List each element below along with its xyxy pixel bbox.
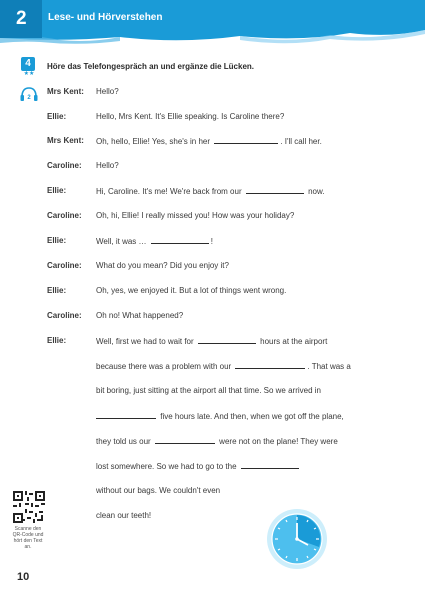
page-number: 10 bbox=[17, 571, 30, 583]
blank-field[interactable] bbox=[155, 435, 215, 444]
dialogue-line bbox=[47, 160, 387, 172]
line-text: Hello? bbox=[96, 161, 119, 170]
line-text: What do you mean? Did you enjoy it? bbox=[96, 261, 229, 270]
headphones-icon[interactable] bbox=[19, 86, 39, 102]
line-text: Hello, Mrs Kent. It's Ellie speaking. Is Caroline there? bbox=[96, 112, 285, 121]
dialogue-line bbox=[47, 135, 387, 147]
chapter-header bbox=[0, 0, 425, 48]
qr-code[interactable] bbox=[13, 491, 45, 523]
exercise-number-badge: 4 bbox=[21, 57, 35, 71]
speaker-label: Mrs Kent: bbox=[47, 87, 84, 96]
blank-field[interactable] bbox=[198, 335, 256, 344]
blank-field[interactable] bbox=[235, 360, 305, 369]
speaker-label: Caroline: bbox=[47, 311, 82, 320]
chapter-number: 2 bbox=[16, 8, 27, 29]
line-text: lost somewhere. So we had to go to the bbox=[96, 460, 301, 473]
blank-field[interactable] bbox=[151, 235, 209, 244]
line-text: five hours late. And then, when we got off the plane, bbox=[96, 410, 344, 423]
line-text: without our bags. We couldn't even bbox=[96, 486, 221, 495]
dialogue-line bbox=[47, 510, 387, 522]
line-text: Hi, Caroline. It's me! We're back from our now. bbox=[96, 187, 325, 196]
dialogue-line bbox=[47, 335, 387, 347]
line-text: Hello? bbox=[96, 87, 119, 96]
line-text: Well, first we had to wait for hours at the airport bbox=[96, 337, 328, 346]
blank-field[interactable] bbox=[96, 410, 156, 419]
line-text: clean our teeth! bbox=[96, 511, 152, 520]
audio-track-number: 2 bbox=[27, 95, 31, 101]
line-text: bit boring, just sitting at the airport all that time. So we arrived in bbox=[96, 386, 321, 395]
dialogue-line bbox=[47, 410, 387, 422]
exercise-instruction: Höre das Telefongespräch an und ergänze die Lücken. bbox=[47, 62, 255, 71]
dialogue-line bbox=[47, 111, 387, 123]
difficulty-stars: ★★ bbox=[23, 71, 35, 77]
line-text: Oh, hello, Ellie! Yes, she's in her . I'll call her. bbox=[96, 137, 322, 146]
header-banner bbox=[0, 0, 425, 48]
qr-caption: Scanne den QR-Code und hört den Text an. bbox=[12, 526, 44, 550]
line-text: they told us our were not on the plane! They were bbox=[96, 437, 338, 446]
line-text: Well, it was … ! bbox=[96, 237, 213, 246]
speaker-label: Ellie: bbox=[47, 112, 67, 121]
blank-field[interactable] bbox=[214, 135, 278, 144]
speaker-label: Caroline: bbox=[47, 211, 82, 220]
line-text: Oh, yes, we enjoyed it. But a lot of things went wrong. bbox=[96, 286, 287, 295]
chapter-title: Lese- und Hörverstehen bbox=[48, 12, 163, 23]
clock-icon bbox=[266, 508, 328, 570]
dialogue-line bbox=[47, 185, 387, 197]
blank-field[interactable] bbox=[241, 460, 299, 469]
speaker-label: Ellie: bbox=[47, 336, 67, 345]
line-text: Oh no! What happened? bbox=[96, 311, 184, 320]
dialogue-line bbox=[47, 86, 387, 98]
dialogue-line bbox=[47, 360, 387, 372]
speaker-label: Mrs Kent: bbox=[47, 136, 84, 145]
speaker-label: Ellie: bbox=[47, 236, 67, 245]
dialogue-line bbox=[47, 460, 387, 472]
dialogue-line bbox=[47, 260, 387, 272]
dialogue-line bbox=[47, 210, 387, 222]
speaker-label: Caroline: bbox=[47, 261, 82, 270]
dialogue-line bbox=[47, 310, 387, 322]
blank-field[interactable] bbox=[246, 185, 304, 194]
line-text: because there was a problem with our . That was a bbox=[96, 362, 351, 371]
dialogue-line bbox=[47, 285, 387, 297]
speaker-label: Ellie: bbox=[47, 186, 67, 195]
dialogue-line bbox=[47, 235, 387, 247]
dialogue-line bbox=[47, 385, 387, 397]
line-text: Oh, hi, Ellie! I really missed you! How was your holiday? bbox=[96, 211, 295, 220]
dialogue-line bbox=[47, 485, 387, 497]
dialogue-line bbox=[47, 435, 387, 447]
speaker-label: Caroline: bbox=[47, 161, 82, 170]
speaker-label: Ellie: bbox=[47, 286, 67, 295]
